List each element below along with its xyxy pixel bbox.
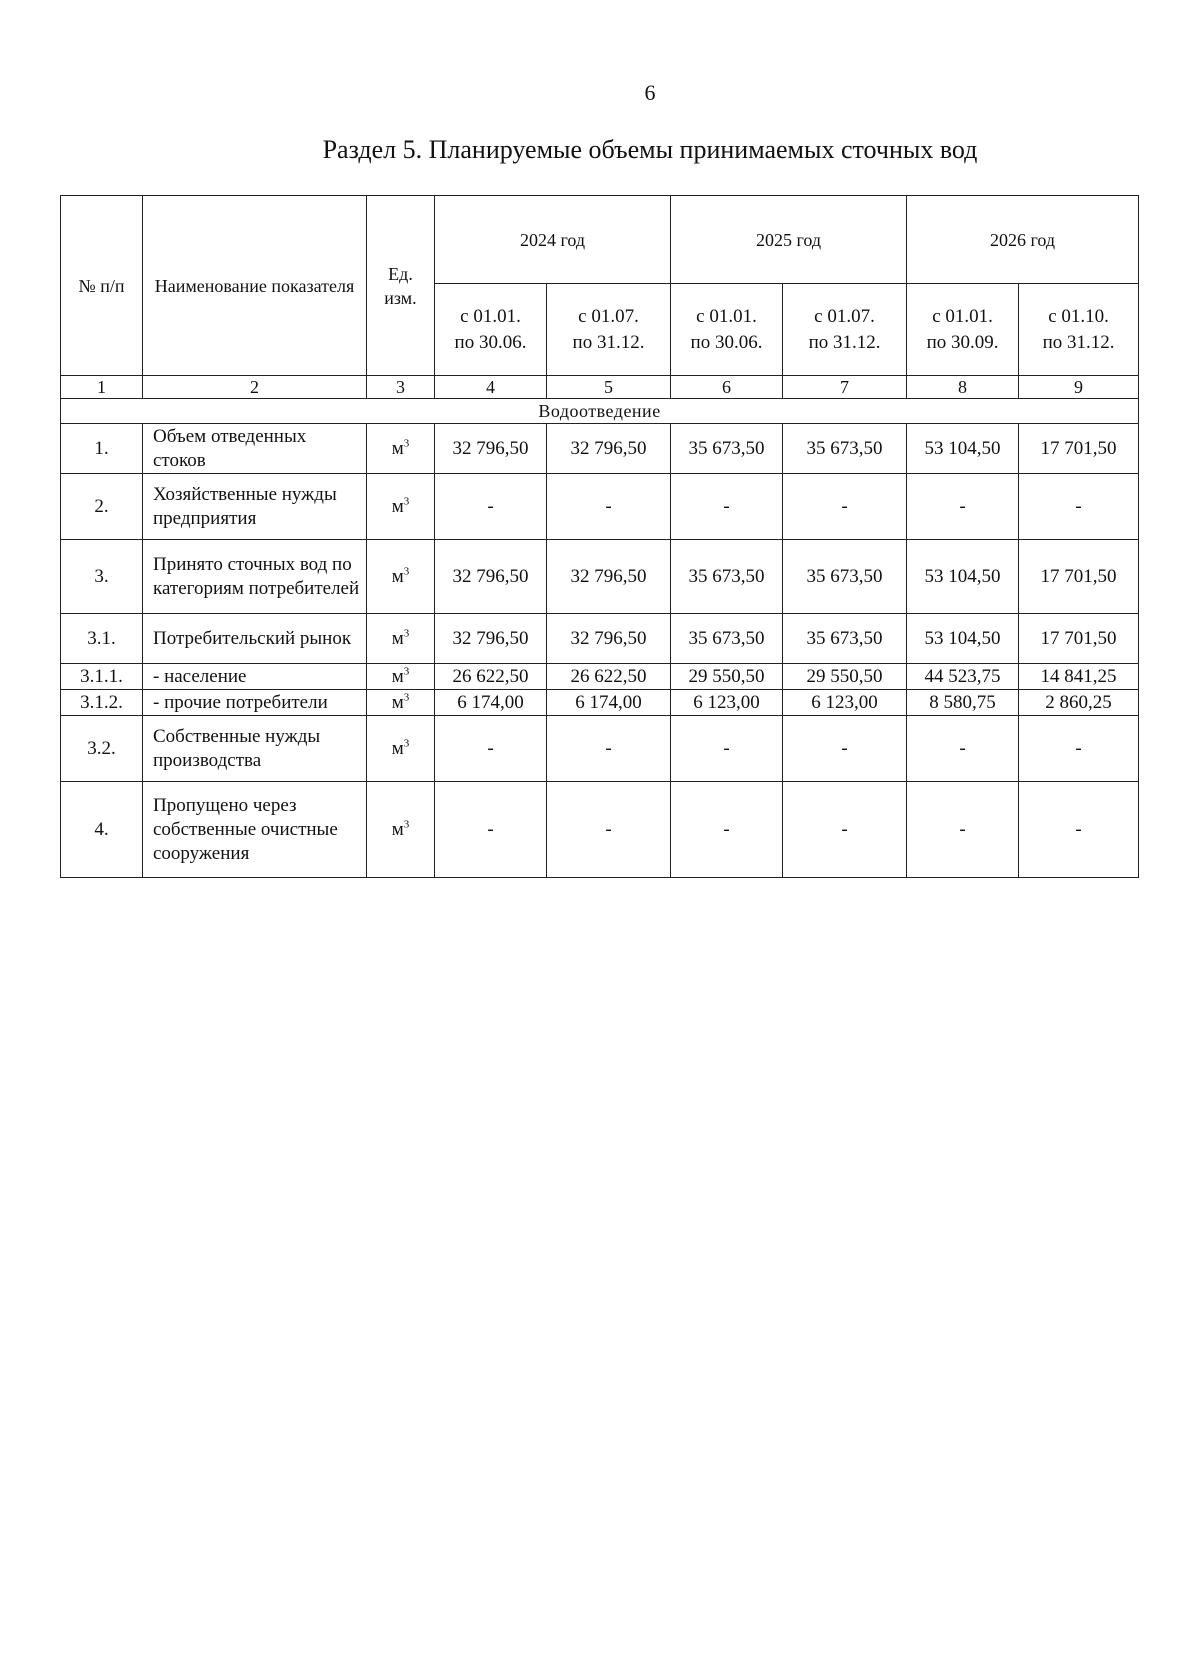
column-number: 2 [143, 376, 367, 399]
table-row [61, 690, 1139, 716]
row-value: - [783, 782, 907, 878]
row-value: 35 673,50 [671, 540, 783, 614]
row-unit: $м^3$ [367, 664, 435, 690]
page-number: 6 [644, 80, 656, 105]
row-value: - [1019, 716, 1139, 782]
row-value: 26 622,50 [547, 664, 671, 690]
row-value: 14 841,25 [1019, 664, 1139, 690]
header-period-4: с 01.07. по 31.12. [783, 284, 907, 376]
header-unit: Ед. изм. [367, 196, 435, 376]
row-unit: $м^3$ [367, 540, 435, 614]
row-number: 3.1.2. [61, 690, 143, 716]
row-value: - [547, 474, 671, 540]
header-period-5: с 01.01. по 30.09. [907, 284, 1019, 376]
table-body [61, 424, 1139, 878]
row-value: 17 701,50 [1019, 614, 1139, 664]
row-value: 29 550,50 [671, 664, 783, 690]
row-value: 32 796,50 [435, 424, 547, 474]
row-value: - [783, 716, 907, 782]
row-indicator-name: Потребительский рынок [143, 614, 367, 664]
row-unit: $м^3$ [367, 474, 435, 540]
row-value: 6 174,00 [435, 690, 547, 716]
row-value: 53 104,50 [907, 614, 1019, 664]
row-value: 53 104,50 [907, 424, 1019, 474]
row-value: - [671, 716, 783, 782]
row-value: 6 174,00 [547, 690, 671, 716]
header-period-1: с 01.01. по 30.06. [435, 284, 547, 376]
column-number: 8 [907, 376, 1019, 399]
row-value: - [783, 474, 907, 540]
row-number: 2. [61, 474, 143, 540]
column-number: 9 [1019, 376, 1139, 399]
row-value: - [671, 782, 783, 878]
row-indicator-name: Объем отведенных стоков [143, 424, 367, 474]
table-row [61, 614, 1139, 664]
row-value: 35 673,50 [783, 614, 907, 664]
wastewater-volumes-table [60, 195, 1139, 878]
row-indicator-name: Принято сточных вод по категориям потребителей [143, 540, 367, 614]
row-value: 8 580,75 [907, 690, 1019, 716]
row-value: 35 673,50 [671, 424, 783, 474]
row-value: 32 796,50 [547, 540, 671, 614]
row-value: - [907, 782, 1019, 878]
row-value: 6 123,00 [783, 690, 907, 716]
header-period-6: с 01.10. по 31.12. [1019, 284, 1139, 376]
row-unit: $м^3$ [367, 690, 435, 716]
row-value: - [1019, 474, 1139, 540]
header-period-2: с 01.07. по 31.12. [547, 284, 671, 376]
row-number: 3.1.1. [61, 664, 143, 690]
column-number: 7 [783, 376, 907, 399]
table-row [61, 474, 1139, 540]
header-year-2026: 2026 год [907, 196, 1139, 284]
row-number: 3.2. [61, 716, 143, 782]
row-number: 1. [61, 424, 143, 474]
row-unit: $м^3$ [367, 716, 435, 782]
row-value: 32 796,50 [435, 614, 547, 664]
row-value: - [907, 474, 1019, 540]
column-number: 5 [547, 376, 671, 399]
column-number: 1 [61, 376, 143, 399]
row-value: 29 550,50 [783, 664, 907, 690]
column-number: 3 [367, 376, 435, 399]
table-row [61, 540, 1139, 614]
table-row [61, 782, 1139, 878]
row-number: 3.1. [61, 614, 143, 664]
column-number: 6 [671, 376, 783, 399]
row-value: 17 701,50 [1019, 540, 1139, 614]
row-value: - [1019, 782, 1139, 878]
row-value: 53 104,50 [907, 540, 1019, 614]
row-unit: $м^3$ [367, 614, 435, 664]
row-value: - [547, 716, 671, 782]
row-unit: $м^3$ [367, 424, 435, 474]
section-header: Водоотведение [61, 399, 1139, 424]
row-value: - [547, 782, 671, 878]
row-value: 35 673,50 [783, 424, 907, 474]
row-value: - [435, 716, 547, 782]
header-num: № п/п [61, 196, 143, 376]
table-row [61, 424, 1139, 474]
row-indicator-name: - население [143, 664, 367, 690]
row-value: 44 523,75 [907, 664, 1019, 690]
row-value: 32 796,50 [435, 540, 547, 614]
row-value: 26 622,50 [435, 664, 547, 690]
header-year-2025: 2025 год [671, 196, 907, 284]
row-value: - [435, 474, 547, 540]
row-value: 17 701,50 [1019, 424, 1139, 474]
section-title: Раздел 5. Планируемые объемы принимаемых сточных вод [322, 135, 978, 164]
row-value: - [907, 716, 1019, 782]
row-value: 32 796,50 [547, 424, 671, 474]
table-row [61, 716, 1139, 782]
row-value: 35 673,50 [671, 614, 783, 664]
row-value: - [435, 782, 547, 878]
row-indicator-name: Хозяйственные нужды предприятия [143, 474, 367, 540]
row-indicator-name: Собственные нужды производства [143, 716, 367, 782]
column-number: 4 [435, 376, 547, 399]
header-name: Наименование показателя [143, 196, 367, 376]
row-number: 4. [61, 782, 143, 878]
row-number: 3. [61, 540, 143, 614]
row-value: 32 796,50 [547, 614, 671, 664]
header-period-3: с 01.01. по 30.06. [671, 284, 783, 376]
row-unit: $м^3$ [367, 782, 435, 878]
row-value: 2 860,25 [1019, 690, 1139, 716]
row-value: 6 123,00 [671, 690, 783, 716]
table-row [61, 664, 1139, 690]
row-indicator-name: - прочие потребители [143, 690, 367, 716]
row-value: - [671, 474, 783, 540]
row-value: 35 673,50 [783, 540, 907, 614]
header-year-2024: 2024 год [435, 196, 671, 284]
row-indicator-name: Пропущено через собственные очистные сооружения [143, 782, 367, 878]
